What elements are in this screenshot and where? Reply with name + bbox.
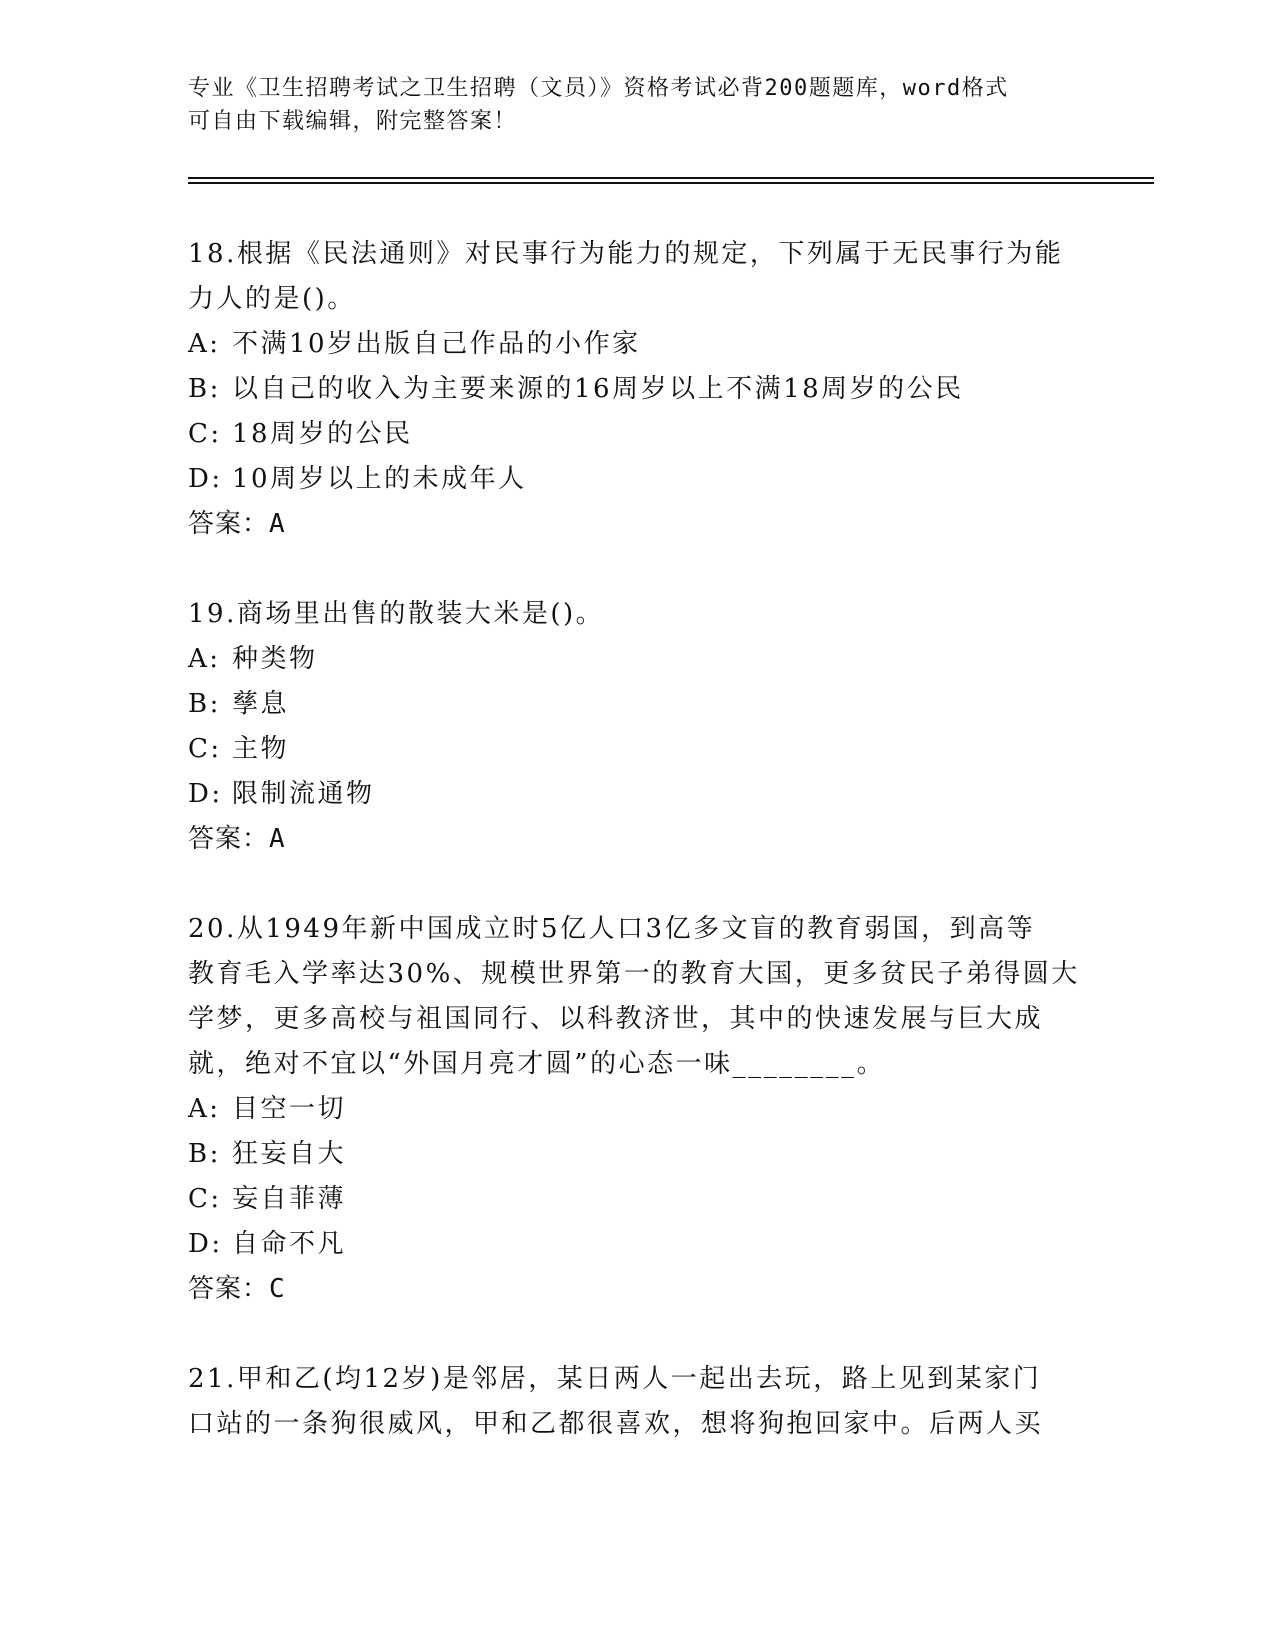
- answer-line: [188, 1267, 1088, 1312]
- option-text: 18周岁的公民: [232, 419, 413, 449]
- header-title-line-1: 专业《卫生招聘考试之卫生招聘（文员）》资格考试必背200题题库，word格式: [188, 76, 1009, 101]
- option-a: [188, 322, 1088, 367]
- option-label: B:: [188, 1139, 221, 1169]
- stem-line: 21.甲和乙(均12岁)是邻居，某日两人一起出去玩，路上见到某家门: [188, 1364, 1042, 1394]
- document-header: [188, 72, 1088, 138]
- option-c: [188, 412, 1088, 457]
- option-label: C:: [188, 734, 222, 764]
- option-c: [188, 727, 1088, 772]
- question-stem: [188, 907, 1088, 1087]
- option-label: A:: [188, 644, 221, 674]
- option-text: 不满10岁出版自己作品的小作家: [232, 329, 641, 359]
- question-20: [188, 907, 1088, 1312]
- option-label: D:: [188, 464, 223, 494]
- question-stem: [188, 1357, 1088, 1447]
- option-label: D:: [188, 1229, 223, 1259]
- option-b: [188, 1132, 1088, 1177]
- answer-line: [188, 817, 1088, 862]
- answer-value: A: [269, 509, 286, 539]
- question-18: [188, 232, 1088, 547]
- stem-line: 口站的一条狗很威风，甲和乙都很喜欢，想将狗抱回家中。后两人买: [188, 1409, 1044, 1439]
- option-label: A:: [188, 329, 221, 359]
- option-text: 种类物: [232, 644, 318, 674]
- header-divider-bottom: [188, 182, 1154, 184]
- answer-label: 答案：: [188, 824, 270, 854]
- option-a: [188, 1087, 1088, 1132]
- option-text: 孳息: [232, 689, 290, 719]
- answer-label: 答案：: [188, 509, 270, 539]
- answer-value: C: [269, 1274, 286, 1304]
- stem-line: 19.商场里出售的散装大米是()。: [188, 599, 605, 629]
- option-text: 自命不凡: [232, 1229, 347, 1259]
- option-a: [188, 637, 1088, 682]
- option-text: 以自己的收入为主要来源的16周岁以上不满18周岁的公民: [232, 374, 964, 404]
- stem-line: 18.根据《民法通则》对民事行为能力的规定，下列属于无民事行为能: [188, 239, 1064, 269]
- stem-line: 力人的是()。: [188, 284, 356, 314]
- question-21: [188, 1357, 1088, 1447]
- question-list: [188, 232, 1088, 1492]
- option-label: B:: [188, 689, 221, 719]
- option-c: [188, 1177, 1088, 1222]
- stem-line: 学梦，更多高校与祖国同行、以科教济世，其中的快速发展与巨大成: [188, 1004, 1044, 1034]
- option-label: D:: [188, 779, 223, 809]
- option-label: C:: [188, 419, 222, 449]
- answer-value: A: [269, 824, 286, 854]
- option-text: 10周岁以上的未成年人: [232, 464, 527, 494]
- option-text: 目空一切: [232, 1094, 347, 1124]
- option-d: [188, 772, 1088, 817]
- option-text: 主物: [232, 734, 290, 764]
- stem-line: 20.从1949年新中国成立时5亿人口3亿多文盲的教育弱国，到高等: [188, 914, 1036, 944]
- option-d: [188, 457, 1088, 502]
- option-b: [188, 367, 1088, 412]
- stem-line: 就，绝对不宜以“外国月亮才圆”的心态一味________。: [188, 1049, 886, 1079]
- question-19: [188, 592, 1088, 862]
- header-title-line-2: 可自由下载编辑，附完整答案！: [188, 109, 518, 134]
- option-d: [188, 1222, 1088, 1267]
- header-divider-top: [188, 177, 1154, 179]
- option-label: C:: [188, 1184, 222, 1214]
- question-stem: [188, 232, 1088, 322]
- option-label: A:: [188, 1094, 221, 1124]
- option-text: 狂妄自大: [232, 1139, 347, 1169]
- answer-label: 答案：: [188, 1274, 270, 1304]
- option-text: 限制流通物: [232, 779, 375, 809]
- stem-line: 教育毛入学率达30%、规模世界第一的教育大国，更多贫民子弟得圆大: [188, 959, 1080, 989]
- question-stem: [188, 592, 1088, 637]
- option-label: B:: [188, 374, 221, 404]
- option-b: [188, 682, 1088, 727]
- answer-line: [188, 502, 1088, 547]
- option-text: 妄自菲薄: [232, 1184, 347, 1214]
